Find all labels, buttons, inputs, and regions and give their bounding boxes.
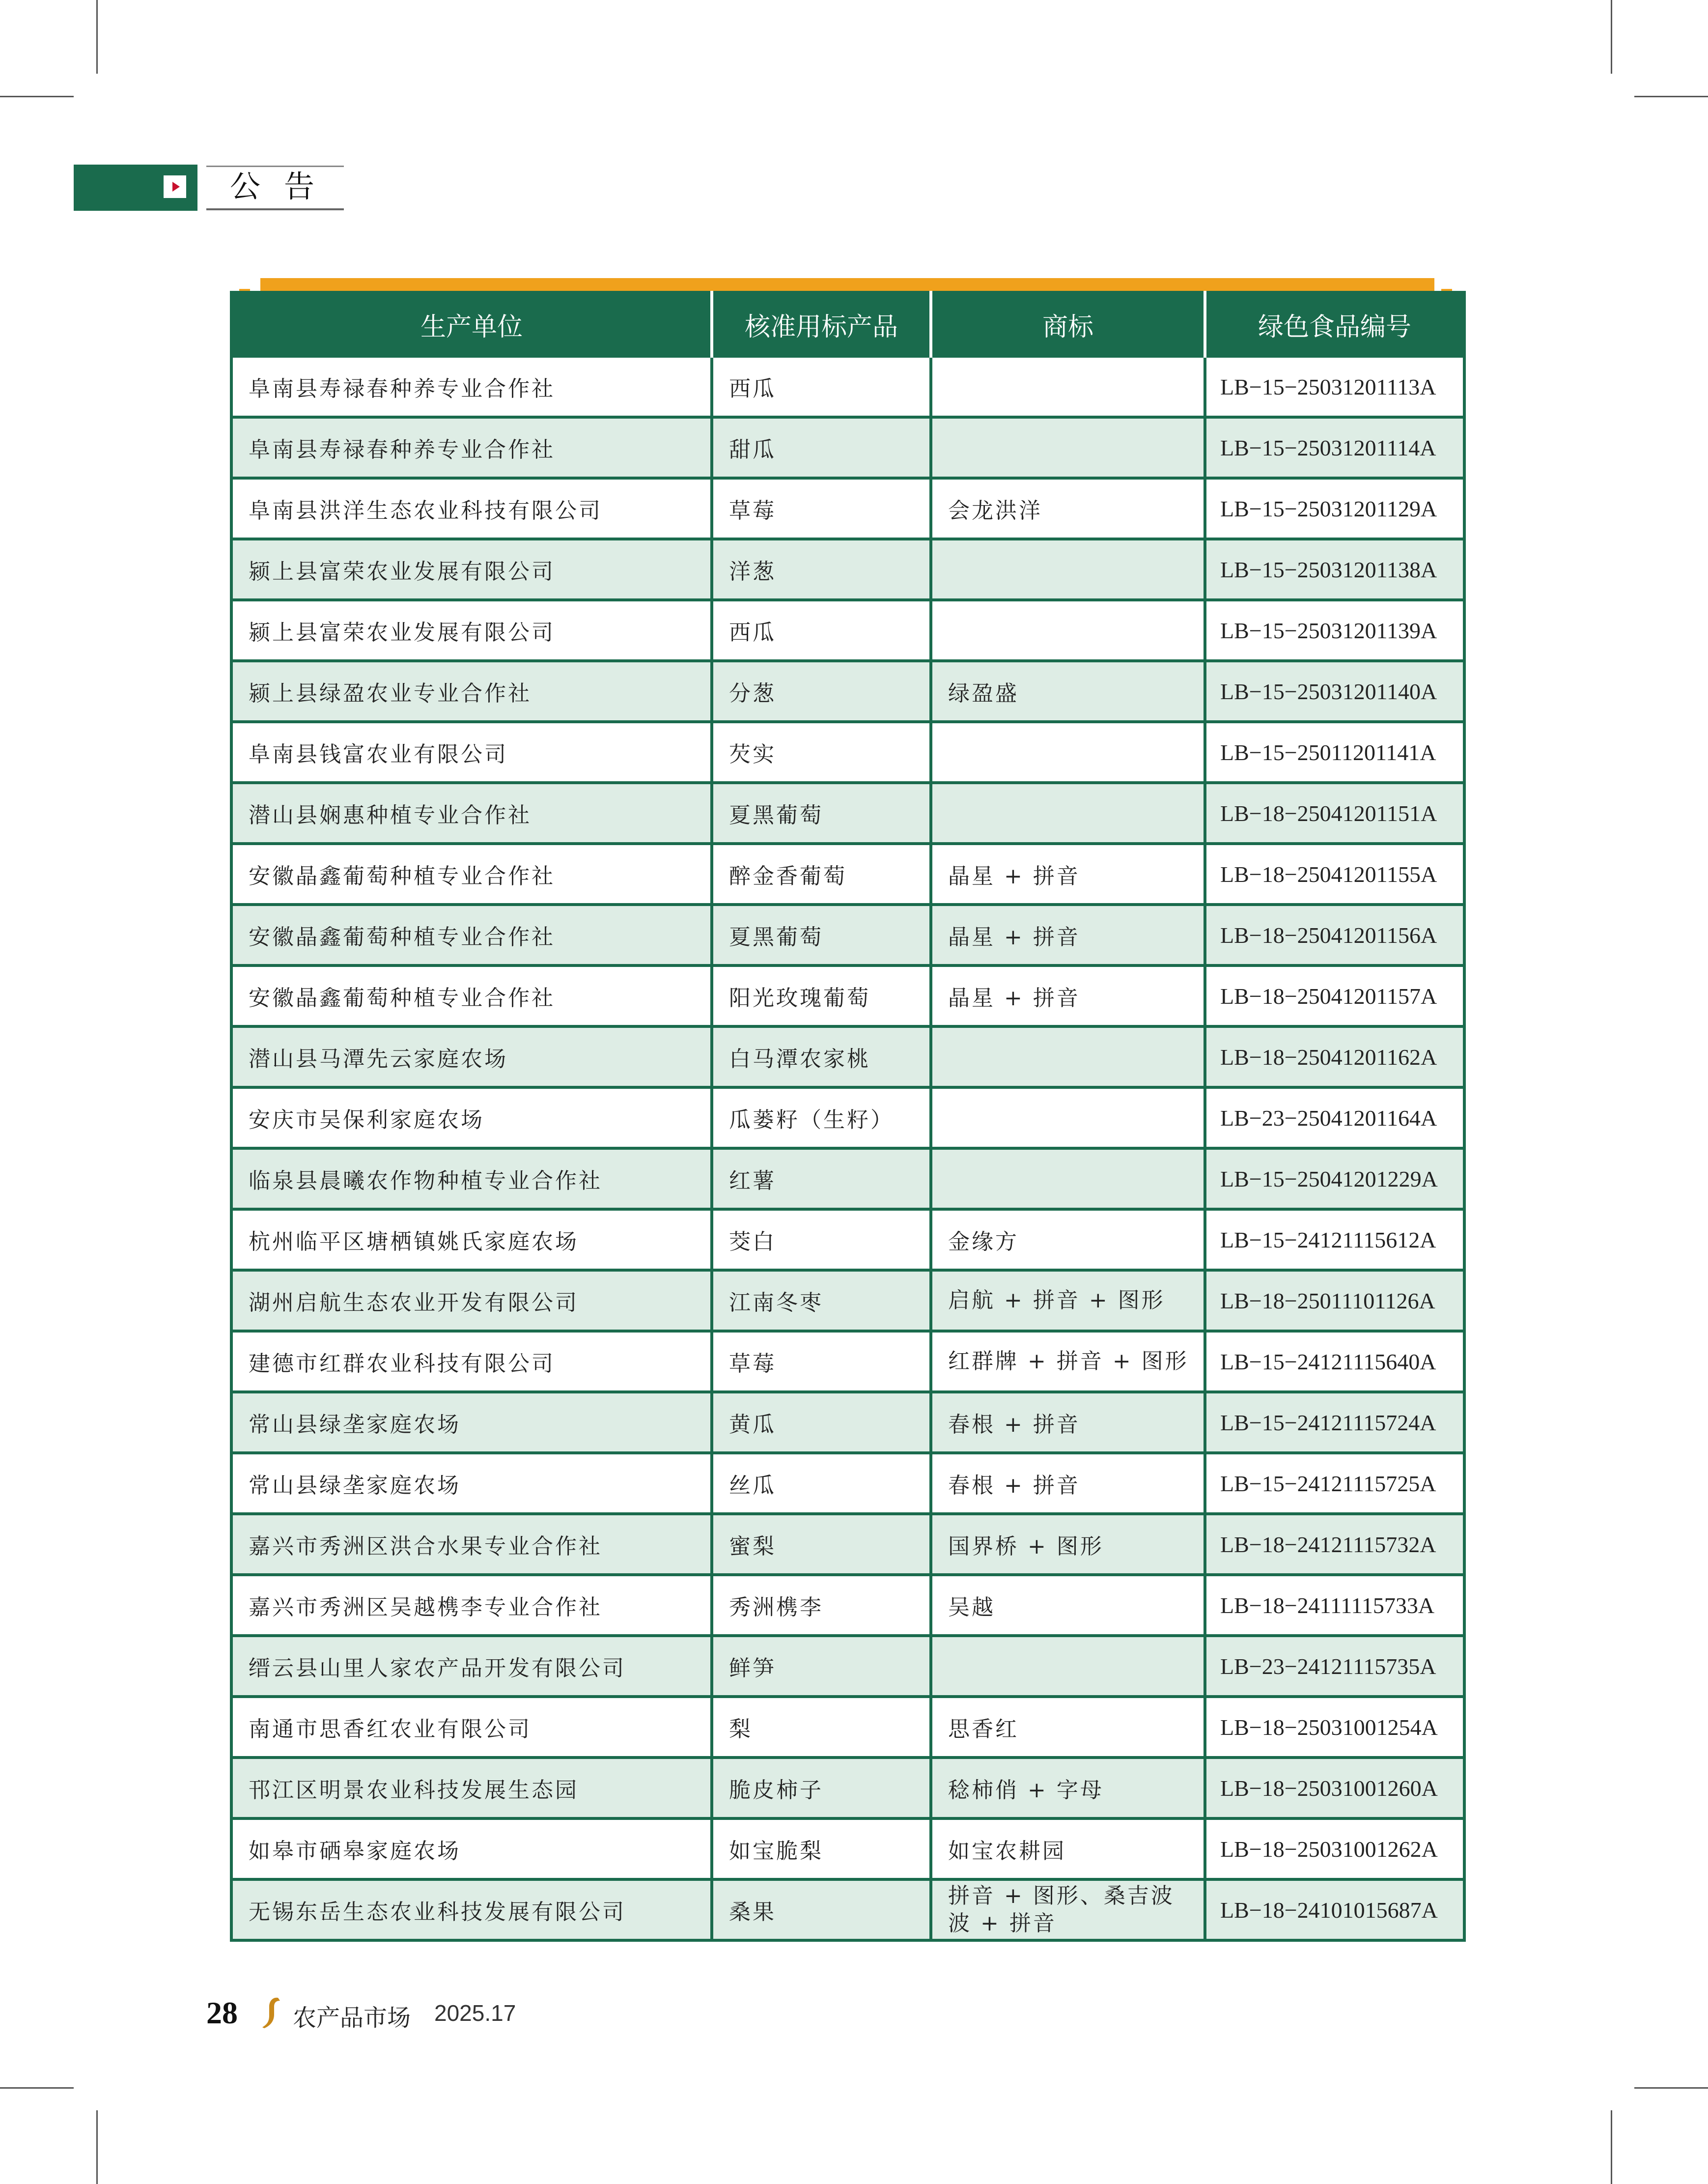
producer-cell: 安徽晶鑫葡萄种植专业合作社 [231, 965, 712, 1026]
producer-cell: 颍上县富荣农业发展有限公司 [231, 600, 712, 661]
magazine-name: 农产品市场 [293, 2004, 411, 2032]
producer-cell: 湖州启航生态农业开发有限公司 [231, 1270, 712, 1331]
table-row [231, 1453, 1464, 1514]
code-cell: LB−18−25031001260A [1205, 1758, 1464, 1818]
product-cell: 西瓜 [712, 356, 931, 417]
code-cell: LB−15−25011201141A [1205, 722, 1464, 783]
trademark-cell [931, 1026, 1205, 1087]
code-cell: LB−18−24101015687A [1205, 1879, 1464, 1940]
header-producer: 生产单位 [231, 292, 712, 356]
code-cell: LB−18−25041201151A [1205, 783, 1464, 844]
code-cell: LB−18−25041201157A [1205, 965, 1464, 1026]
table-row [231, 1575, 1464, 1636]
trademark-cell [931, 783, 1205, 844]
producer-cell: 常山县绿垄家庭农场 [231, 1392, 712, 1453]
product-cell: 瓜蒌籽（生籽） [712, 1087, 931, 1148]
code-cell: LB−15−25031201140A [1205, 661, 1464, 722]
producer-cell: 安庆市吴保利家庭农场 [231, 1087, 712, 1148]
header-rule [206, 208, 344, 210]
product-cell: 秀洲槜李 [712, 1575, 931, 1636]
crop-mark [0, 96, 74, 97]
crop-mark [96, 0, 98, 74]
product-cell: 鲜笋 [712, 1636, 931, 1697]
producer-cell: 邗江区明景农业科技发展生态园 [231, 1758, 712, 1818]
trademark-cell [931, 1148, 1205, 1209]
trademark-cell [931, 722, 1205, 783]
producer-cell: 临泉县晨曦农作物种植专业合作社 [231, 1148, 712, 1209]
producer-cell: 嘉兴市秀洲区洪合水果专业合作社 [231, 1514, 712, 1575]
code-cell: LB−15−25031201138A [1205, 539, 1464, 600]
producer-cell: 安徽晶鑫葡萄种植专业合作社 [231, 905, 712, 965]
crop-mark [1611, 0, 1612, 74]
section-title: 公告 [230, 169, 338, 204]
trademark-cell: 思香红 [931, 1697, 1205, 1758]
product-cell: 芡实 [712, 722, 931, 783]
producer-cell: 潜山县娴惠种植专业合作社 [231, 783, 712, 844]
product-cell: 夏黑葡萄 [712, 905, 931, 965]
producer-cell: 如皋市硒皋家庭农场 [231, 1818, 712, 1879]
certification-table [230, 291, 1466, 1942]
play-icon [164, 175, 186, 198]
table-row [231, 1148, 1464, 1209]
product-cell: 梨 [712, 1697, 931, 1758]
code-cell: LB−23−25041201164A [1205, 1087, 1464, 1148]
table-header-row [231, 292, 1464, 356]
table-row [231, 478, 1464, 539]
producer-cell: 阜南县寿禄春种养专业合作社 [231, 417, 712, 478]
crop-mark [1634, 2087, 1708, 2089]
producer-cell: 颍上县绿盈农业专业合作社 [231, 661, 712, 722]
code-cell: LB−18−25031001254A [1205, 1697, 1464, 1758]
trademark-cell: 会龙洪洋 [931, 478, 1205, 539]
product-cell: 丝瓜 [712, 1453, 931, 1514]
trademark-cell: 晶星 + 拼音 [931, 905, 1205, 965]
product-cell: 红薯 [712, 1148, 931, 1209]
table-row [231, 1087, 1464, 1148]
table-row [231, 1818, 1464, 1879]
producer-cell: 安徽晶鑫葡萄种植专业合作社 [231, 844, 712, 905]
producer-cell: 阜南县洪洋生态农业科技有限公司 [231, 478, 712, 539]
code-cell: LB−15−24121115725A [1205, 1453, 1464, 1514]
page-number: 28 [206, 1995, 238, 2030]
code-cell: LB−18−25011101126A [1205, 1270, 1464, 1331]
table-row [231, 1636, 1464, 1697]
trademark-cell: 春根 + 拼音 [931, 1392, 1205, 1453]
table-row [231, 1758, 1464, 1818]
table-row [231, 1879, 1464, 1940]
table-row [231, 905, 1464, 965]
table-accent-bar [260, 278, 1434, 291]
product-cell: 甜瓜 [712, 417, 931, 478]
crop-mark [1634, 96, 1708, 97]
code-cell: LB−15−25031201113A [1205, 356, 1464, 417]
trademark-cell [931, 539, 1205, 600]
producer-cell: 常山县绿垄家庭农场 [231, 1453, 712, 1514]
table-row [231, 783, 1464, 844]
producer-cell: 杭州临平区塘栖镇姚氏家庭农场 [231, 1209, 712, 1270]
product-cell: 脆皮柿子 [712, 1758, 931, 1818]
producer-cell: 南通市思香红农业有限公司 [231, 1697, 712, 1758]
product-cell: 西瓜 [712, 600, 931, 661]
trademark-cell [931, 356, 1205, 417]
table-row [231, 722, 1464, 783]
product-cell: 江南冬枣 [712, 1270, 931, 1331]
product-cell: 分葱 [712, 661, 931, 722]
trademark-cell: 国界桥 + 图形 [931, 1514, 1205, 1575]
code-cell: LB−15−25041201229A [1205, 1148, 1464, 1209]
code-cell: LB−23−24121115735A [1205, 1636, 1464, 1697]
trademark-cell: 启航 + 拼音 + 图形 [931, 1270, 1205, 1331]
product-cell: 阳光玫瑰葡萄 [712, 965, 931, 1026]
producer-cell: 阜南县钱富农业有限公司 [231, 722, 712, 783]
producer-cell: 嘉兴市秀洲区吴越槜李专业合作社 [231, 1575, 712, 1636]
code-cell: LB−15−25031201139A [1205, 600, 1464, 661]
trademark-cell: 绿盈盛 [931, 661, 1205, 722]
producer-cell: 无锡东岳生态农业科技发展有限公司 [231, 1879, 712, 1940]
code-cell: LB−18−25031001262A [1205, 1818, 1464, 1879]
producer-cell: 缙云县山里人家农产品开发有限公司 [231, 1636, 712, 1697]
producer-cell: 颍上县富荣农业发展有限公司 [231, 539, 712, 600]
table-row [231, 1026, 1464, 1087]
producer-cell: 建德市红群农业科技有限公司 [231, 1331, 712, 1392]
product-cell: 蜜梨 [712, 1514, 931, 1575]
trademark-cell: 稔柿俏 + 字母 [931, 1758, 1205, 1818]
code-cell: LB−15−25031201114A [1205, 417, 1464, 478]
trademark-cell: 春根 + 拼音 [931, 1453, 1205, 1514]
trademark-cell: 金缘方 [931, 1209, 1205, 1270]
product-cell: 如宝脆梨 [712, 1818, 931, 1879]
code-cell: LB−18−24111115733A [1205, 1575, 1464, 1636]
table-row [231, 1697, 1464, 1758]
producer-cell: 潜山县马潭先云家庭农场 [231, 1026, 712, 1087]
header-code: 绿色食品编号 [1205, 292, 1464, 356]
trademark-cell [931, 417, 1205, 478]
product-cell: 桑果 [712, 1879, 931, 1940]
trademark-cell: 吴越 [931, 1575, 1205, 1636]
product-cell: 醉金香葡萄 [712, 844, 931, 905]
table-row [231, 965, 1464, 1026]
code-cell: LB−18−25041201156A [1205, 905, 1464, 965]
table-row [231, 600, 1464, 661]
code-cell: LB−18−24121115732A [1205, 1514, 1464, 1575]
header-trademark: 商标 [931, 292, 1205, 356]
code-cell: LB−15−24121115640A [1205, 1331, 1464, 1392]
product-cell: 草莓 [712, 478, 931, 539]
table-row [231, 417, 1464, 478]
code-cell: LB−18−25041201162A [1205, 1026, 1464, 1087]
table-row [231, 1514, 1464, 1575]
magazine-logo-icon [258, 1996, 283, 2030]
trademark-cell: 红群牌 + 拼音 + 图形 [931, 1331, 1205, 1392]
table-row [231, 844, 1464, 905]
header-divider [197, 165, 206, 211]
trademark-cell: 如宝农耕园 [931, 1818, 1205, 1879]
trademark-cell [931, 1087, 1205, 1148]
table-row [231, 661, 1464, 722]
trademark-cell [931, 600, 1205, 661]
crop-mark [96, 2110, 98, 2184]
table-row [231, 1392, 1464, 1453]
trademark-cell: 拼音 + 图形、桑吉波波 + 拼音 [931, 1879, 1205, 1940]
product-cell: 夏黑葡萄 [712, 783, 931, 844]
product-cell: 黄瓜 [712, 1392, 931, 1453]
table-row [231, 539, 1464, 600]
table-row [231, 1270, 1464, 1331]
header-product: 核准用标产品 [712, 292, 931, 356]
table-row [231, 1209, 1464, 1270]
product-cell: 洋葱 [712, 539, 931, 600]
product-cell: 草莓 [712, 1331, 931, 1392]
trademark-cell: 晶星 + 拼音 [931, 965, 1205, 1026]
table-row [231, 356, 1464, 417]
crop-mark [0, 2087, 74, 2089]
code-cell: LB−18−25041201155A [1205, 844, 1464, 905]
trademark-cell [931, 1636, 1205, 1697]
issue-number: 2025.17 [434, 2000, 516, 2026]
producer-cell: 阜南县寿禄春种养专业合作社 [231, 356, 712, 417]
code-cell: LB−15−24121115724A [1205, 1392, 1464, 1453]
crop-mark [1611, 2110, 1612, 2184]
code-cell: LB−15−25031201129A [1205, 478, 1464, 539]
code-cell: LB−15−24121115612A [1205, 1209, 1464, 1270]
product-cell: 白马潭农家桃 [712, 1026, 931, 1087]
trademark-cell: 晶星 + 拼音 [931, 844, 1205, 905]
table-row [231, 1331, 1464, 1392]
product-cell: 茭白 [712, 1209, 931, 1270]
